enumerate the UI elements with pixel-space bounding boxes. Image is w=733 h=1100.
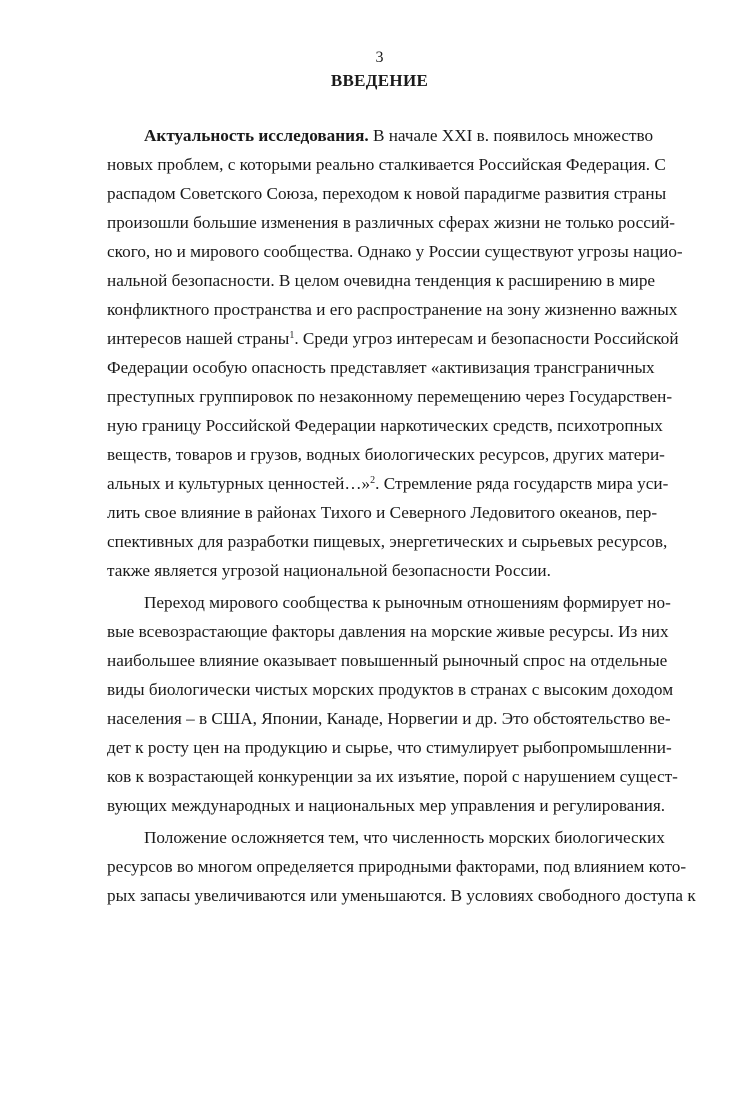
text-line bbox=[107, 121, 654, 150]
text-line: конфликтного пространства и его распространение на зону жизненно важных bbox=[107, 300, 678, 319]
text-line: преступных группировок по незаконному перемещению через Государствен- bbox=[107, 387, 673, 406]
text-span: В начале XXI в. появилось множество bbox=[368, 126, 654, 145]
text-line: произошли большие изменения в различных сферах жизни не только россий- bbox=[107, 213, 676, 232]
text-line: веществ, товаров и грузов, водных биологических ресурсов, других матери- bbox=[107, 445, 665, 464]
text-line: вые всевозрастающие факторы давления на морские живые ресурсы. Из них bbox=[107, 622, 669, 641]
text-line: новых проблем, с которыми реально сталкивается Российская Федерация. С bbox=[107, 155, 666, 174]
text-line: вующих международных и национальных мер управления и регулирования. bbox=[107, 796, 666, 815]
paragraph-resources bbox=[107, 823, 696, 910]
text-span: . Стремление ряда государств мира уси- bbox=[375, 474, 669, 493]
text-line: ресурсов во многом определяется природными факторами, под влиянием кото- bbox=[107, 857, 687, 876]
text-line: рых запасы увеличиваются или уменьшаются. В условиях свободного доступа к bbox=[107, 886, 696, 905]
text-line: лить свое влияние в районах Тихого и Северного Ледовитого океанов, пер- bbox=[107, 503, 658, 522]
text-line: наибольшее влияние оказывает повышенный рыночный спрос на отдельные bbox=[107, 651, 668, 670]
paragraph-relevance bbox=[107, 121, 683, 585]
section-title: ВВЕДЕНИЕ bbox=[330, 71, 429, 90]
text-line: виды биологически чистых морских продуктов в странах с высоким доходом bbox=[107, 680, 674, 699]
text-line: Положение осложняется тем, что численность морских биологических bbox=[144, 828, 665, 847]
text-line: нальной безопасности. В целом очевидна тенденция к расширению в мире bbox=[107, 271, 656, 290]
text-line: ную границу Российской Федерации наркотических средств, психотропных bbox=[107, 416, 663, 435]
page-number: 3 bbox=[375, 49, 384, 66]
text-line: ского, но и мирового сообщества. Однако у России существуют угрозы нацио- bbox=[107, 242, 683, 261]
text-line: ков к возрастающей конкуренции за их изъятие, порой с нарушением сущест- bbox=[107, 767, 678, 786]
text-line bbox=[107, 469, 669, 498]
text-span: интересов нашей страны bbox=[107, 329, 290, 348]
footnote-ref-2[interactable]: 2 bbox=[370, 475, 376, 486]
text-line: Переход мирового сообщества к рыночным отношениям формирует но- bbox=[144, 593, 671, 612]
text-line: спективных для разработки пищевых, энергетических и сырьевых ресурсов, bbox=[107, 532, 668, 551]
text-span: . Среди угроз интересам и безопасности Российской bbox=[294, 329, 679, 348]
text-span: альных и культурных ценностей…» bbox=[107, 474, 371, 493]
bold-lead: Актуальность исследования. bbox=[144, 126, 369, 145]
text-line: Федерации особую опасность представляет «активизация трансграничных bbox=[107, 358, 655, 377]
document-body bbox=[107, 121, 696, 910]
text-line bbox=[107, 324, 679, 353]
paragraph-market bbox=[107, 588, 678, 820]
text-line: распадом Советского Союза, переходом к новой парадигме развития страны bbox=[107, 184, 667, 203]
footnote-ref-1[interactable]: 1 bbox=[289, 330, 295, 341]
text-line: также является угрозой национальной безопасности России. bbox=[107, 561, 551, 580]
text-line: населения – в США, Японии, Канаде, Норвегии и др. Это обстоятельство ве- bbox=[107, 709, 671, 728]
text-line: дет к росту цен на продукцию и сырье, что стимулирует рыбопромышленни- bbox=[107, 738, 672, 757]
